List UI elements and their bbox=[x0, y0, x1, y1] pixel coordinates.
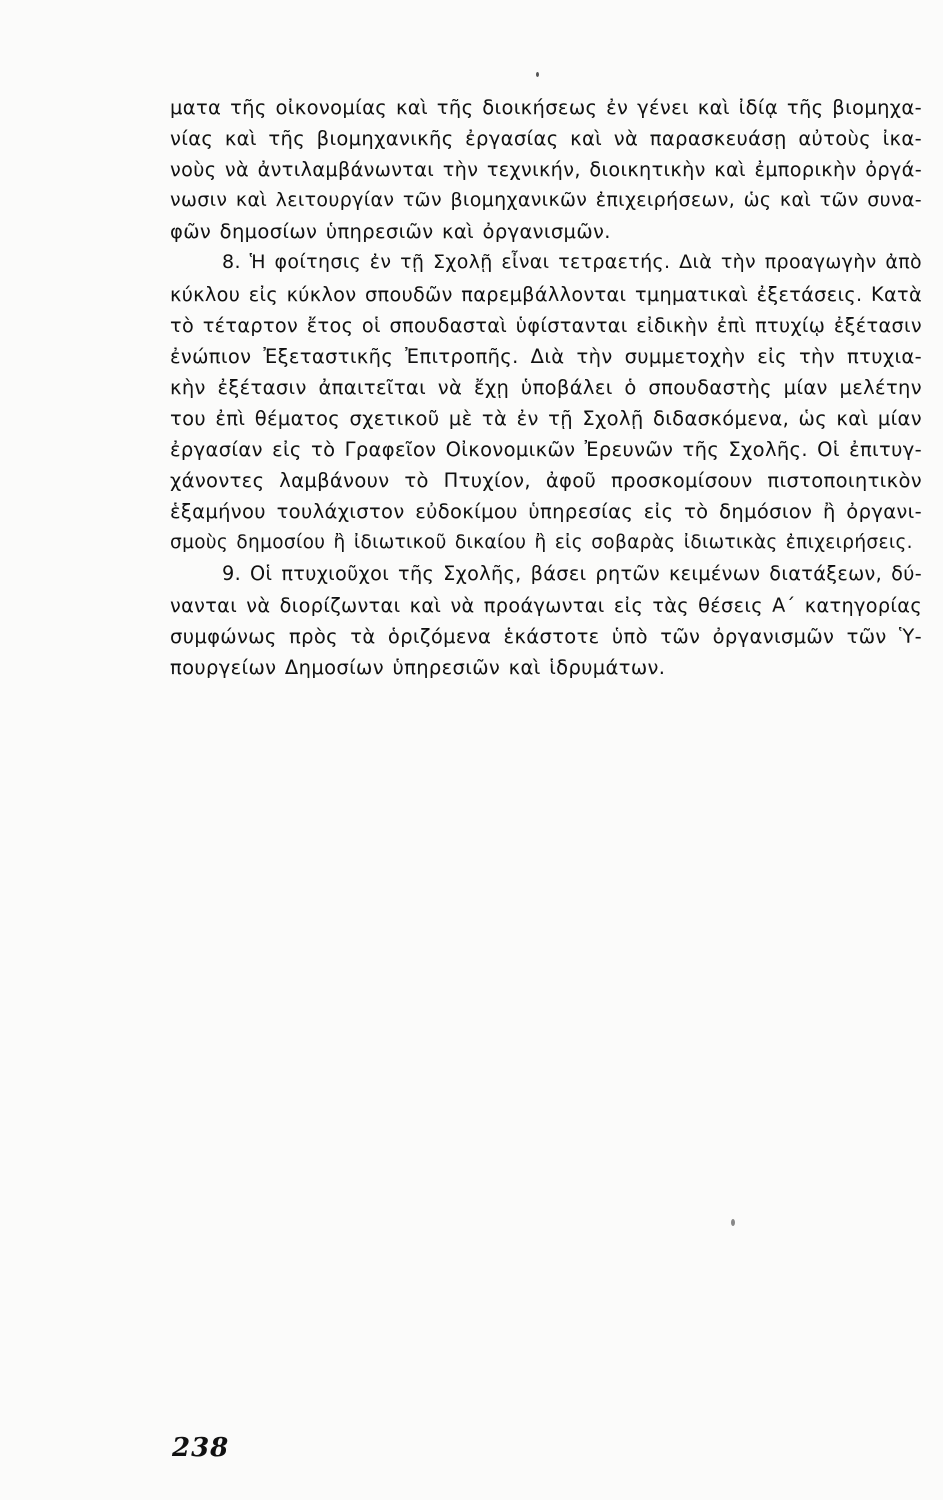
page-number: 238 bbox=[172, 1433, 230, 1463]
text-line: ἐνώπιον Ἐξεταστικῆς Ἐπιτροπῆς. Διὰ τὴν συμμετοχὴν εἰς τὴν πτυχια- bbox=[170, 344, 922, 368]
text-line: ματα τῆς οἰκονομίας καὶ τῆς διοικήσεως ἐν γένει καὶ ἰδίᾳ τῆς βιομηχα- bbox=[170, 96, 922, 119]
text-line: τὸ τέταρτον ἔτος οἱ σπουδασταὶ ὑφίστανται εἰδικὴν ἐπὶ πτυχίῳ ἐξέτασιν bbox=[170, 313, 922, 337]
text-line: συμφώνως πρὸς τὰ ὁριζόμενα ἑκάστοτε ὑπὸ τῶν ὀργανισμῶν τῶν Ὑ- bbox=[170, 624, 922, 648]
text-line: του ἐπὶ θέματος σχετικοῦ μὲ τὰ ἐν τῇ Σχολῇ διδασκόμενα, ὡς καὶ μίαν bbox=[170, 406, 922, 430]
body-text bbox=[170, 92, 922, 683]
text-line: χάνοντες λαμβάνουν τὸ Πτυχίον, ἀφοῦ προσκομίσουν πιστοποιητικὸν bbox=[170, 469, 922, 493]
text-line: φῶν δημοσίων ὑπηρεσιῶν καὶ ὀργανισμῶν. bbox=[170, 220, 611, 244]
paragraph-first-line: 9. Οἱ πτυχιοῦχοι τῆς Σχολῆς, βάσει ρητῶν κειμένων διατάξεων, δύ- bbox=[222, 562, 922, 586]
text-line: νοὺς νὰ ἀντιλαμβάνωνται τὴν τεχνικήν, διοικητικὴν καὶ ἐμπορικὴν ὀργά- bbox=[170, 158, 922, 182]
text-line: κὴν ἐξέτασιν ἀπαιτεῖται νὰ ἔχῃ ὑποβάλει ὁ σπουδαστὴς μίαν μελέτην bbox=[170, 375, 922, 399]
scan-speck bbox=[731, 1219, 735, 1226]
text-line: πουργείων Δημοσίων ὑπηρεσιῶν καὶ ἱδρυμάτων. bbox=[170, 655, 666, 679]
text-line: σμοὺς δημοσίου ἢ ἰδιωτικοῦ δικαίου ἢ εἰς σοβαρὰς ἰδιωτικὰς ἐπιχειρήσεις. bbox=[170, 532, 913, 554]
text-line: ἑξαμήνου τουλάχιστον εὐδοκίμου ὑπηρεσίας εἰς τὸ δημόσιον ἢ ὀργανι- bbox=[170, 500, 922, 524]
scan-speck bbox=[536, 72, 539, 77]
text-line: νωσιν καὶ λειτουργίαν τῶν βιομηχανικῶν ἐπιχειρήσεων, ὡς καὶ τῶν συνα- bbox=[170, 189, 922, 212]
text-line: ἐργασίαν εἰς τὸ Γραφεῖον Οἰκονομικῶν Ἐρευνῶν τῆς Σχολῆς. Οἱ ἐπιτυγ- bbox=[170, 438, 922, 462]
paragraph-first-line: 8. Ἡ φοίτησις ἐν τῇ Σχολῇ εἶναι τετραετής. Διὰ τὴν προαγωγὴν ἀπὸ bbox=[222, 251, 922, 274]
text-line: νίας καὶ τῆς βιομηχανικῆς ἐργασίας καὶ νὰ παρασκευάσῃ αὐτοὺς ἰκα- bbox=[170, 127, 922, 151]
text-line: κύκλου εἰς κύκλον σπουδῶν παρεμβάλλονται τμηματικαὶ ἐξετάσεις. Κατὰ bbox=[170, 282, 922, 306]
text-line: νανται νὰ διορίζωνται καὶ νὰ προάγωνται εἰς τὰς θέσεις Α΄ κατηγορίας bbox=[170, 593, 922, 617]
